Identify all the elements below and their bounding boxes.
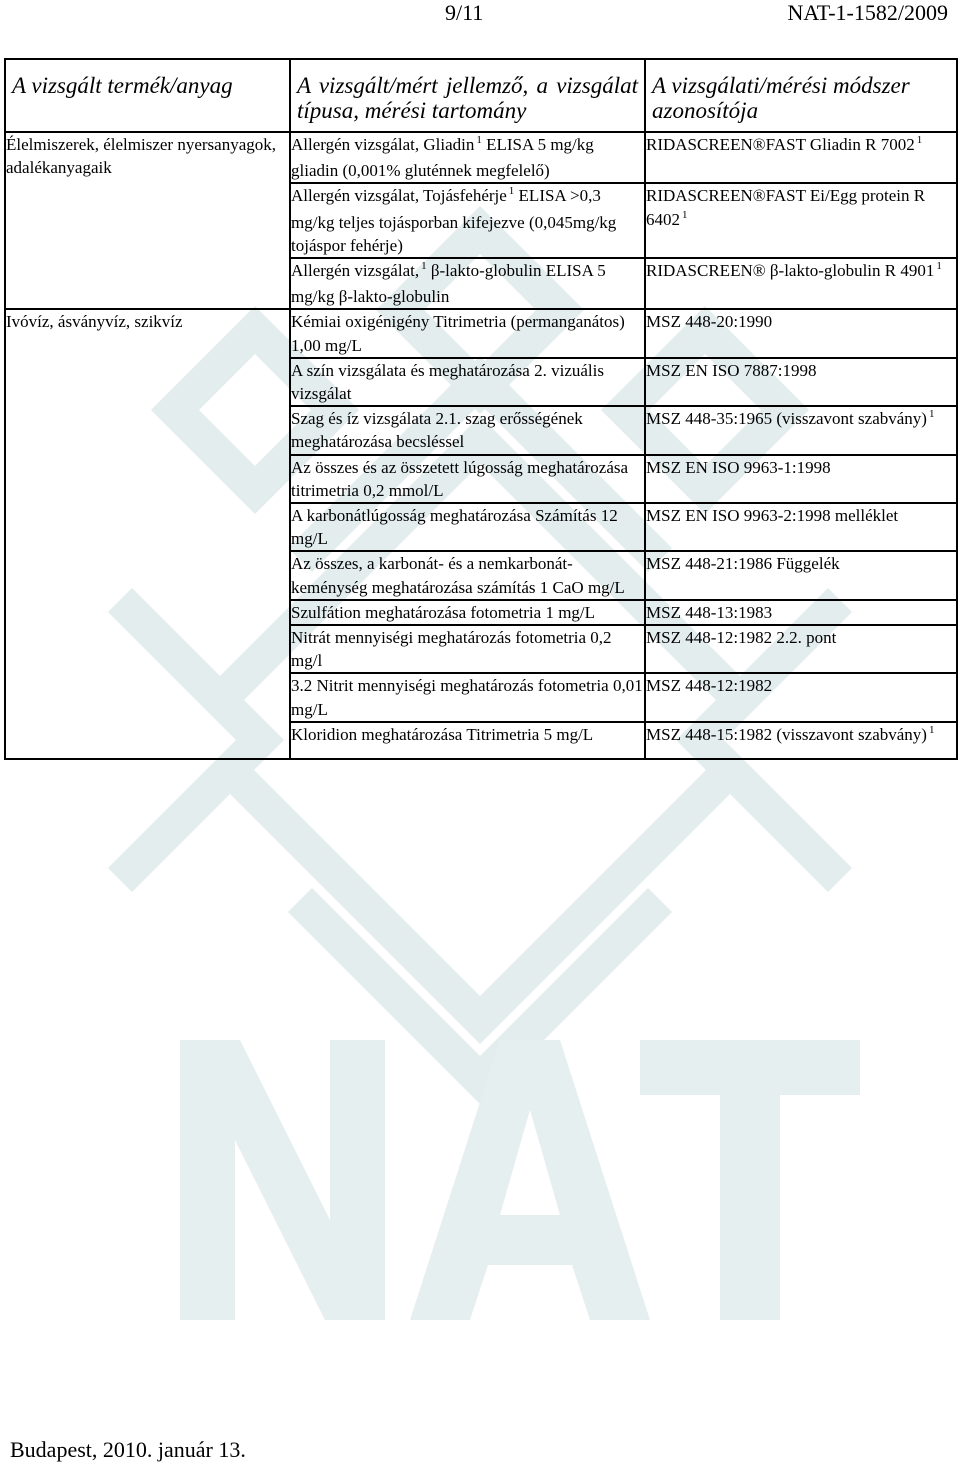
characteristic-cell: Kémiai oxigénigény Titrimetria (permanganátos) 1,00 mg/L [290, 309, 645, 357]
table-header-row [5, 59, 957, 132]
page-number: 9/11 [445, 0, 484, 25]
product-cell: Ivóvíz, ásványvíz, szikvíz [5, 309, 290, 759]
table-row [5, 132, 957, 183]
characteristic-cell: Az összes és az összetett lúgosság meghatározása titrimetria 0,2 mmol/L [290, 455, 645, 503]
method-cell: RIDASCREEN® β-lakto-globulin R 4901 $^1$ [645, 258, 957, 309]
method-cell: MSZ EN ISO 9963-1:1998 [645, 455, 957, 503]
characteristic-cell: Allergén vizsgálat, Tojásfehérje $^1$ ELISA >0,3 mg/kg teljes tojásporban kifejezve (0,045mg/kg tojáspor fehérje) [290, 183, 645, 258]
method-cell: RIDASCREEN®FAST Ei/Egg protein R 6402 $^1$ [645, 183, 957, 258]
characteristic-cell: Szulfátion meghatározása fotometria 1 mg/L [290, 600, 645, 625]
method-cell: MSZ 448-13:1983 [645, 600, 957, 625]
method-cell: MSZ 448-21:1986 Függelék [645, 551, 957, 599]
page-header [0, 0, 960, 40]
characteristic-cell: 3.2 Nitrit mennyiségi meghatározás fotometria 0,01 mg/L [290, 673, 645, 721]
method-cell: MSZ 448-20:1990 [645, 309, 957, 357]
characteristic-cell: Nitrát mennyiségi meghatározás fotometria 0,2 mg/l [290, 625, 645, 673]
characteristic-cell: A szín vizsgálata és meghatározása 2. vizuális vizsgálat [290, 358, 645, 406]
footer-date: Budapest, 2010. január 13. [10, 1437, 246, 1462]
table-row [5, 309, 957, 357]
method-cell: MSZ 448-15:1982 (visszavont szabvány) $^1$ [645, 722, 957, 759]
characteristic-cell: Kloridion meghatározása Titrimetria 5 mg/L [290, 722, 645, 759]
method-cell: RIDASCREEN®FAST Gliadin R 7002 $^1$ [645, 132, 957, 183]
characteristic-cell: A karbonátlúgosság meghatározása Számítás 12 mg/L [290, 503, 645, 551]
characteristic-cell: Az összes, a karbonát- és a nemkarbonát- keménység meghatározása számítás 1 CaO mg/L [290, 551, 645, 599]
characteristic-cell: Szag és íz vizsgálata 2.1. szag erősségének meghatározása becsléssel [290, 406, 645, 454]
method-cell: MSZ EN ISO 9963-2:1998 melléklet [645, 503, 957, 551]
method-cell: MSZ 448-12:1982 [645, 673, 957, 721]
product-cell: Élelmiszerek, élelmiszer nyersanyagok, adalékanyagaik [5, 132, 290, 309]
method-cell: MSZ 448-35:1965 (visszavont szabvány) $^1$ [645, 406, 957, 454]
column-header-characteristic: A vizsgált/mért jellemző, a vizsgálat típusa, mérési tartomány [290, 59, 645, 132]
column-header-product: A vizsgált termék/anyag [5, 59, 290, 132]
characteristic-cell: Allergén vizsgálat, Gliadin $^1$ ELISA 5 mg/kg gliadin (0,001% gluténnek megfelelő) [290, 132, 645, 183]
column-header-method: A vizsgálati/mérési módszer azonosítója [645, 59, 957, 132]
accreditation-table [4, 58, 958, 760]
method-cell: MSZ EN ISO 7887:1998 [645, 358, 957, 406]
characteristic-cell: Allergén vizsgálat, $^1$ β-lakto-globulin ELISA 5 mg/kg β-lakto-globulin [290, 258, 645, 309]
document-id: NAT-1-1582/2009 [787, 0, 948, 25]
method-cell: MSZ 448-12:1982 2.2. pont [645, 625, 957, 673]
